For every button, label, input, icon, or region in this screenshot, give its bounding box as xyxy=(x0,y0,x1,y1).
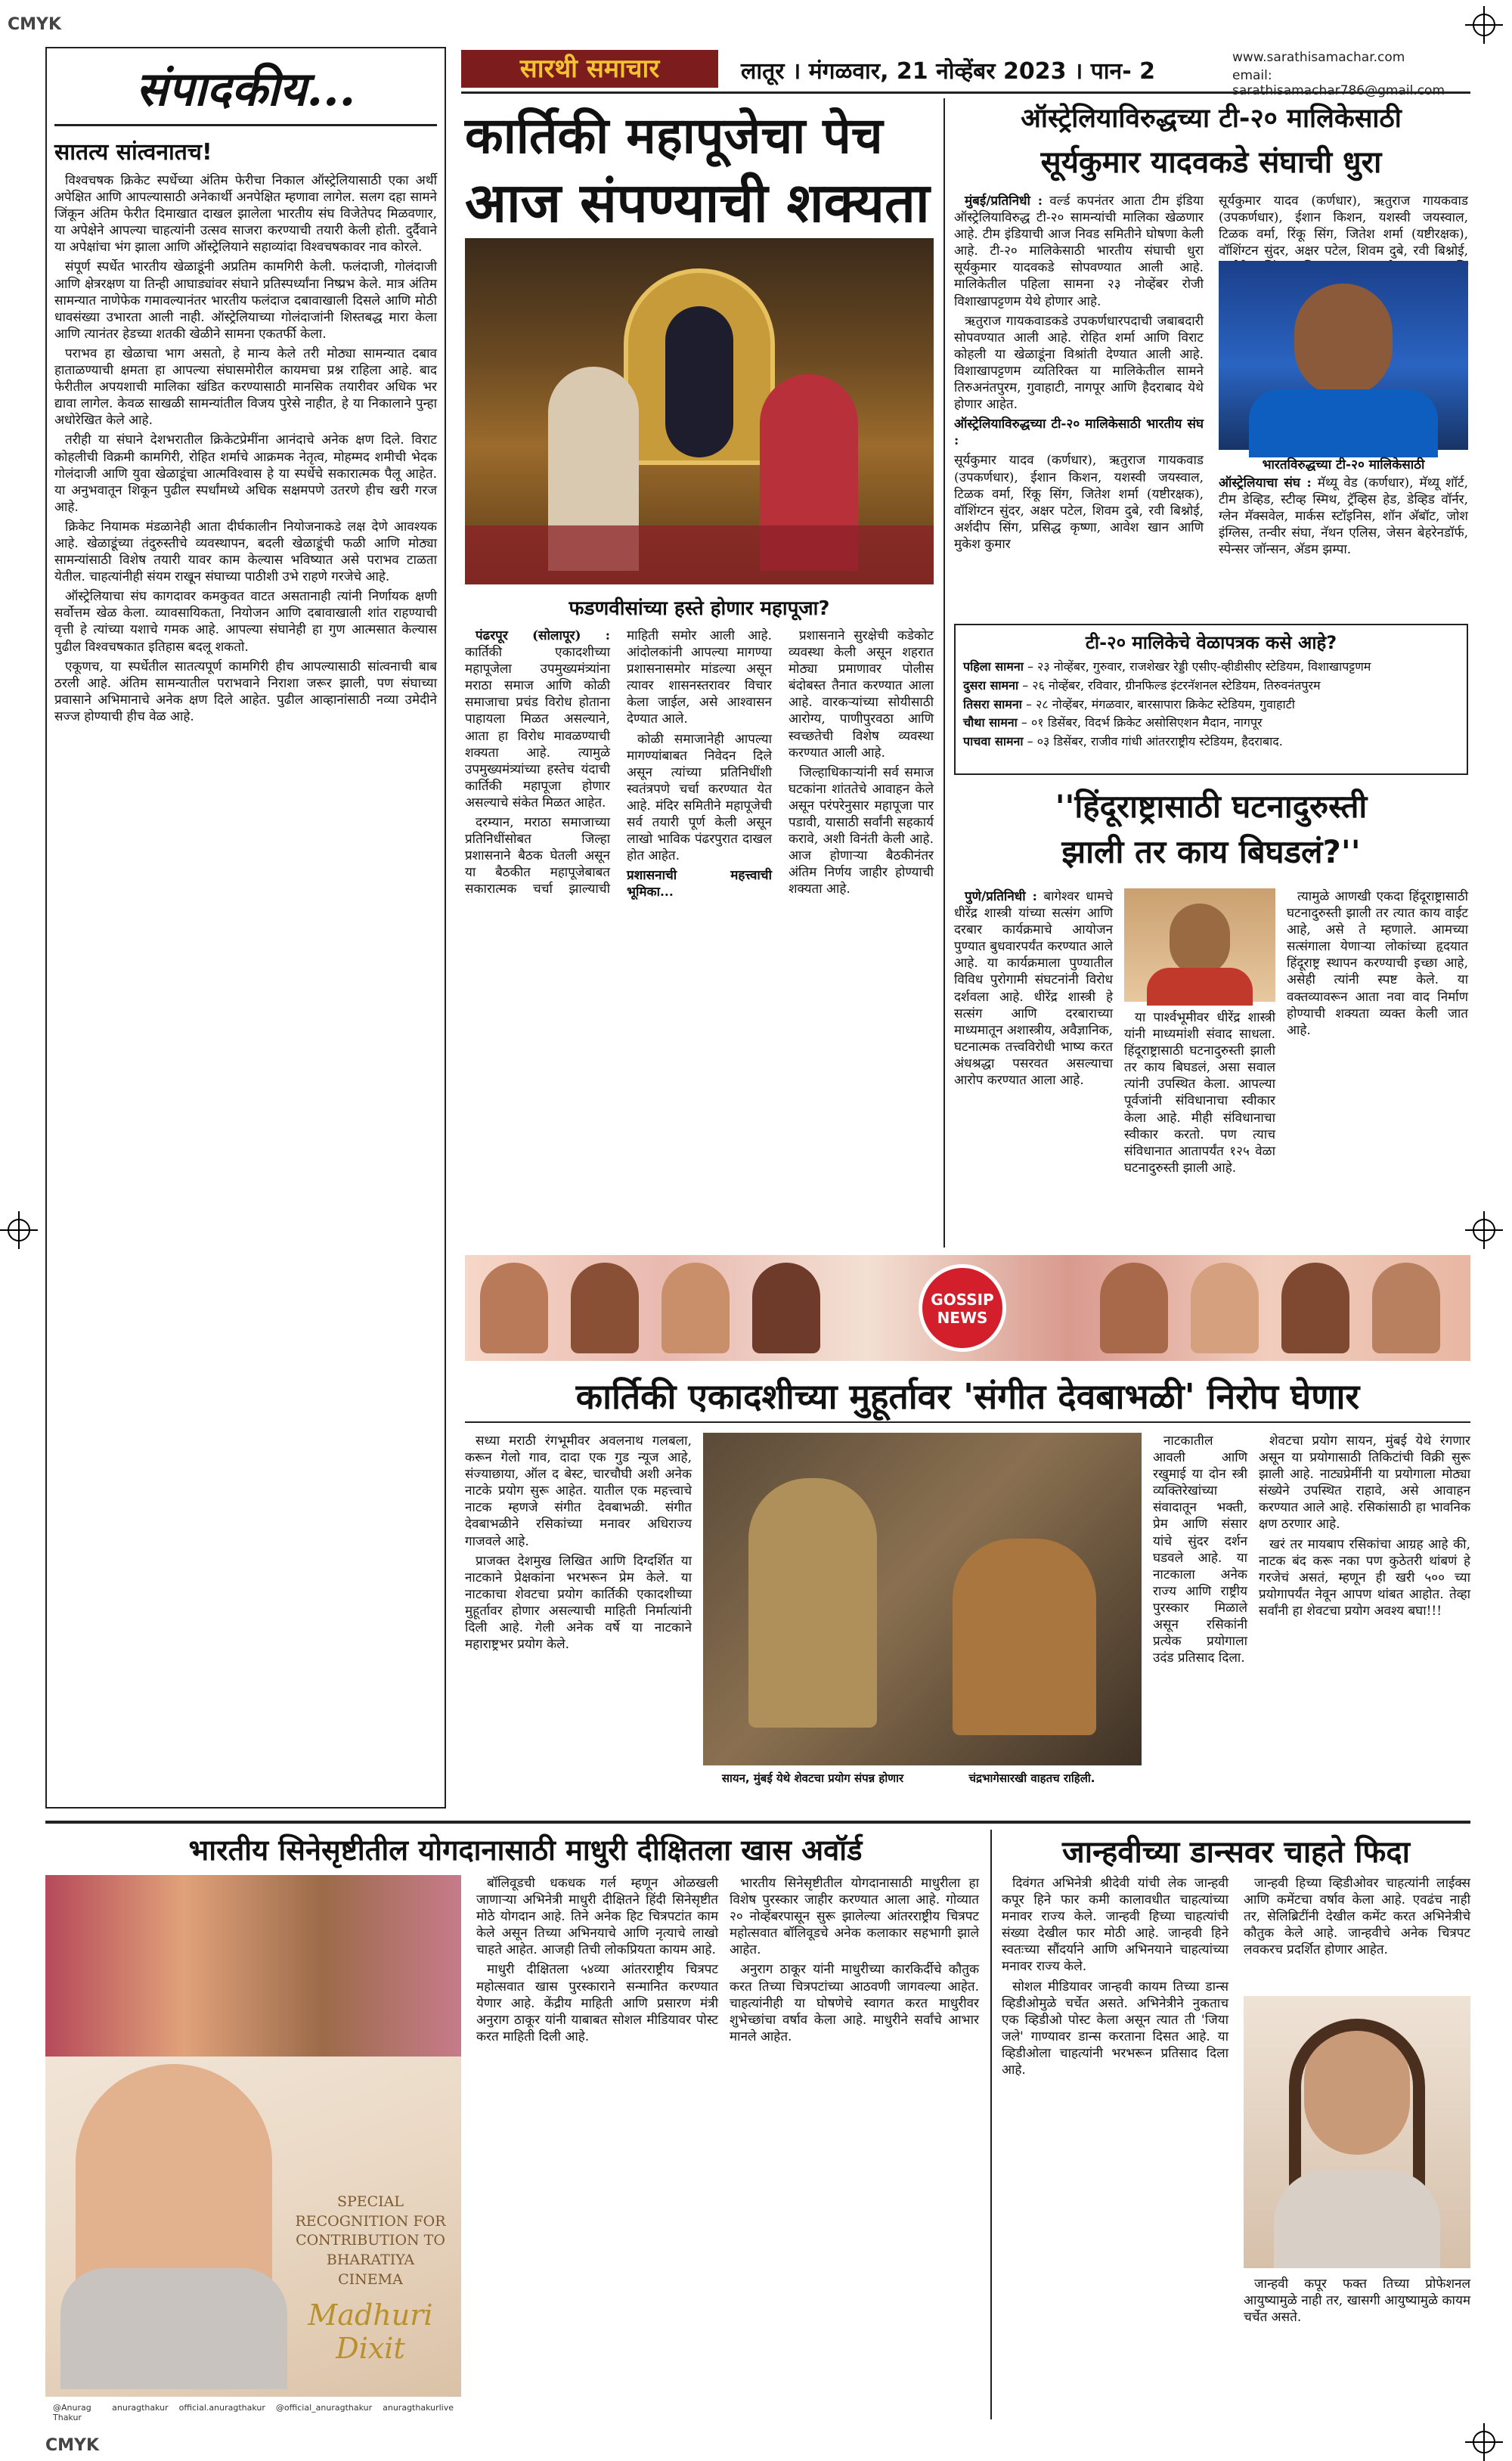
schedule-row xyxy=(963,696,1459,714)
editorial-paragraph: एकूणच, या स्पर्धेतील सातत्यपूर्ण कामगिरी हीच आपल्यासाठी सांत्वनाची बाब ठरली आहे. अंतिम सामन्यातील पराभवाने निराशा जरूर झाली, पण संघाच्या प्रवासाने अभिमानाचे अनेक क्षण दिले आहेत. पुढील आव्हानांसाठी नव्या उमेदीने सज्ज होण्याची हीच वेळ आहे. xyxy=(54,659,437,724)
lead-paragraph: कोळी समाजानेही आपल्या मागण्यांबाबत निवेदन दिले असून त्यांच्या प्रतिनिधींशी स्वतंत्रपणे चर्चा करण्यात येत आहे. मंदिर समितीने महापूजेची सर्व तयारी पूर्ण केली असून लाखो भाविक पंढरपुरात दाखल होत आहेत. xyxy=(627,731,772,864)
crop-mark-icon xyxy=(1473,14,1495,36)
aus-squad: मॅथ्यू वेड (कर्णधार), मॅथ्यू शॉर्ट, टीम डेव्हिड, स्टीव्ह स्मिथ, ट्रॅव्हिस हेड, डेव्हिड वॉर्नर, ग्लेन मॅक्सवेल, मार्कस स्टॉइनिस, शॉन अ‍ॅबॉट, जोश इंग्लिस, तन्वीर संघा, नॅथन एलिस, जेसन बेहरेनडॉर्फ, स्पेन्सर जॉन्सन, अ‍ॅडम झम्पा. xyxy=(1219,476,1468,558)
hindu-rashtra-headline-2: झाली तर काय बिघडलं?'' xyxy=(1061,833,1361,870)
cricket-body-left xyxy=(954,193,1204,616)
theatre-body-middle xyxy=(1153,1433,1247,1811)
section-divider xyxy=(465,1421,1470,1423)
cricket-squad: सूर्यकुमार यादव (कर्णधार), ऋतुराज गायकवाड (उपकर्णधार), ईशान किशन, यशस्वी जयस्वाल, टिळक वर्मा, रिंकू सिंग, जितेश शर्मा (यष्टीरक्षक), वॉशिंग्टन सुंदर, अक्षर पटेल, शिवम दुबे, रवी बिश्नोई, अर्शदीप सिंग, प्रसिद्ध कृष्णा, आवेश खान आणि मुकेश कुमार xyxy=(954,453,1204,552)
gossip-badge-line2: NEWS xyxy=(937,1309,988,1327)
mahapuja-photo xyxy=(465,238,934,584)
section-divider xyxy=(45,1821,1470,1824)
hindu-rashtra-body-middle xyxy=(1124,1009,1275,1244)
social-handle: anuragthakurlive xyxy=(383,2403,454,2413)
cricket-paragraph: ऋतुराज गायकवाडकडे उपकर्णधारपदाची जबाबदारी सोपवण्यात आली आहे. रोहित शर्मा आणि विराट कोहली या खेळाडूंना विश्रांती देण्यात आली आहे. विशाखापट्टणम व्यतिरिक्त या मालिकेतील सामने तिरुअनंतपुरम, गुवाहाटी, नागपूर आणि हैदराबाद येथे होणार आहेत. xyxy=(954,313,1204,413)
janhvi-photo-caption xyxy=(1244,2276,1470,2419)
schedule-row-label: दुसरा सामना xyxy=(963,677,1019,693)
hindu-rashtra-body-right xyxy=(1287,888,1468,1244)
masthead-brand: सारथी समाचार xyxy=(461,50,718,88)
gossip-badge-line1: GOSSIP xyxy=(931,1291,994,1309)
schedule-row xyxy=(963,677,1459,696)
hindu-rashtra-headline-1: ''हिंदूराष्ट्रासाठी घटनादुरुस्ती xyxy=(1055,788,1368,825)
janhvi-headline: जान्हवीच्या डान्सवर चाहते फिदा xyxy=(1062,1835,1410,1870)
editorial-paragraph: तरीही या संघाने देशभरातील क्रिकेटप्रेमींना आनंदाचे अनेक क्षण दिले. विराट कोहलीची विक्रमी कामगिरी, रोहित शर्माचे आक्रमक नेतृत्व, मोहम्मद शमीची भेदक गोलंदाजी आणि युवा खेळाडूंचा आत्मविश्वास हे या स्पर्धेचे सकारात्मक पैलू आहेत. या अनुभवातून शिकून पुढील स्पर्धांमध्ये अधिक सक्षमपणे उतरणे हीच खरी गरज आहे. xyxy=(54,432,437,515)
hindu-rashtra-body-left xyxy=(954,888,1113,1244)
cricket-photo-caption: भारतविरुद्धच्या टी-२० मालिकेसाठी xyxy=(1262,457,1425,473)
editorial-paragraph: संपूर्ण स्पर्धेत भारतीय खेळाडूंनी अप्रतिम कामगिरी केली. फलंदाजी, गोलंदाजी आणि क्षेत्ररक्षण या तिन्ही आघाड्यांवर संघाने प्रतिस्पर्ध्यांना निष्प्रभ केले. मात्र अंतिम सामन्यात नाणेफेक गमावल्यानंतर भारतीय फलंदाज दबावाखाली दिसले आणि मोठी धावसंख्या उभारता आली नाही. ऑस्ट्रेलियाच्या गोलंदाजांनी शिस्तबद्ध मारा केला आणि त्यानंतर हेडच्या शतकी खेळीने सामना एकतर्फी केला. xyxy=(54,259,437,342)
madhuri-paragraph: भारतीय सिनेसृष्टीतील योगदानासाठी माधुरीला हा विशेष पुरस्कार जाहीर करण्यात आला आहे. गोव्यात २० नोव्हेंबरपासून सुरू झालेल्या आंतरराष्ट्रीय चित्रपट महोत्सवात बॉलिवूडचे अनेक कलाकार सहभागी झाले आहेत. xyxy=(730,1876,979,1958)
theatre-paragraph: नाटकातील आवली आणि रखुमाई या दोन स्त्री व्यक्तिरेखांच्या संवादातून भक्ती, प्रेम आणि संसार यांचे सुंदर दर्शन घडवले आहे. या नाटकाला अनेक राज्य आणि राष्ट्रीय पुरस्कार मिळाले असून रसिकांनी प्रत्येक प्रयोगाला उदंड प्रतिसाद दिला. xyxy=(1153,1434,1247,1666)
schedule-row-text: – २३ नोव्हेंबर, गुरुवार, राजशेखर रेड्डी एसीए-व्हीडीसीए स्टेडियम, विशाखापट्टणम xyxy=(1027,659,1371,674)
column-divider xyxy=(990,1830,992,2419)
editorial-headline: सातत्य सांत्वनातच! xyxy=(54,139,212,166)
schedule-row xyxy=(963,658,1459,677)
lead-photo-caption: फडणवीसांच्या हस्ते होणार महापूजा? xyxy=(569,597,830,620)
madhuri-social-handles xyxy=(45,2397,461,2422)
cricket-squad-heading: ऑस्ट्रेलियाविरुद्धच्या टी-२० मालिकेसाठी भारतीय संघ : xyxy=(954,417,1204,449)
lead-paragraph: प्रशासनाने सुरक्षेची कडेकोट व्यवस्था केली असून शहरात मोठ्या प्रमाणावर पोलीस बंदोबस्त तैनात करण्यात आला आहे. वारकऱ्यांच्या सोयीसाठी आरोग्य, पाणीपुरवठा आणि स्वच्छतेची विशेष व्यवस्था करण्यात आली आहे. xyxy=(789,628,934,761)
lead-headline-2: आज संपण्याची शक्यता xyxy=(465,171,930,234)
gossip-news-badge xyxy=(919,1264,1006,1352)
masthead xyxy=(461,47,1470,98)
theatre-body-left xyxy=(465,1433,692,1811)
madhuri-signature: Madhuri Dixit xyxy=(308,2298,433,2365)
madhuri-paragraph: अनुराग ठाकूर यांनी माधुरीच्या कारकिर्दीचे कौतुक करत तिच्या चित्रपटांच्या आठवणी जागवल्या आहेत. चाहत्यांनीही या घोषणेचे स्वागत करत माधुरीवर शुभेच्छांचा वर्षाव केला आहे. माधुरीने सर्वांचे आभार मानले आहेत. xyxy=(730,1962,979,2044)
lead-paragraph: दरम्यान, मराठा समाजाच्या प्रतिनिधींसोबत जिल्हा प्रशासनाने बैठक घेतली असून या बैठकीत महापूजेबाबत सकारात्मक चर्चा झाल्याची माहिती समोर आली आहे. आंदोलकांनी आपल्या मागण्या प्रशासनासमोर मांडल्या असून त्यावर शासनस्तरावर विचार केला जाईल, असे आश्वासन देण्यात आले. xyxy=(465,628,772,897)
theatre-paragraph: प्राजक्त देशमुख लिखित आणि दिग्दर्शित या नाटकाने प्रेक्षकांना भरभरून प्रेम केले. या नाटकाचा शेवटचा प्रयोग कार्तिकी एकादशीच्या मुहूर्तावर होणार असल्याची माहिती निर्मात्यांनी दिली आहे. गेली अनेक वर्षे या नाटकाने महाराष्ट्रभर प्रयोग केले. xyxy=(465,1553,692,1653)
madhuri-paragraph: बॉलिवूडची धकधक गर्ल म्हणून ओळखली जाणाऱ्या अभिनेत्री माधुरी दीक्षितने हिंदी सिनेसृष्टीत मोठे योगदान आहे. तिने अनेक हिट चित्रपटांत काम केले असून तिच्या अभिनयाचे आणि नृत्याचे लाखो चाहते आहेत. आजही तिची लोकप्रियता कायम आहे. xyxy=(476,1876,718,1958)
social-handle: @Anurag Thakur xyxy=(53,2403,91,2422)
madhuri-body-1 xyxy=(476,1875,718,2419)
theatre-photo-caption-right: चंद्रभागेसारखी वाहतच राहिली. xyxy=(968,1771,1095,1785)
janhvi-paragraph: दिवंगत अभिनेत्री श्रीदेवी यांची लेक जान्हवी कपूर हिने फार कमी कालावधीत चाहत्यांच्या मनावर राज्य केले. जान्हवी हिच्या चाहत्यांची संख्या देखील फार मोठी आहे. जान्हवी हिने स्वतःच्या सौंदर्याने आणि अभिनयाने चाहत्यांच्या मनावर राज्य केले. xyxy=(1002,1876,1228,1975)
editorial-paragraph: ऑस्ट्रेलियाचा संघ कागदावर कमकुवत वाटत असतानाही त्यांनी निर्णायक क्षणी सर्वोत्तम खेळ केला. व्यावसायिकता, नियोजन आणि दबावाखाली शांत राहण्याची वृत्ती हे त्यांच्या यशाचे गमक आहे. आपल्या संघानेही हा गुण आत्मसात केल्यास पुढील विश्वचषकात इतिहास बदलू शकतो. xyxy=(54,589,437,655)
madhuri-award-text: SPECIAL RECOGNITION FOR CONTRIBUTION TO BHARATIYA CINEMA xyxy=(295,2193,446,2288)
schedule-row xyxy=(963,733,1459,752)
suryakumar-photo xyxy=(1219,261,1468,450)
editorial-paragraph: क्रिकेट नियामक मंडळानेही आता दीर्घकालीन नियोजनाकडे लक्ष देणे आवश्यक आहे. खेळाडूंच्या तंदुरुस्तीचे व्यवस्थापन, बदली खेळाडूंची फळी आणि मोठ्या सामन्यांसाठी विशेष तयारी यावर काम केल्यास भविष्यात असे पराभव टाळता येतील. चाहत्यांनीही संयम राखून संघाच्या पाठीशी उभे राहणे गरजेचे आहे. xyxy=(54,519,437,585)
lead-paragraph: जिल्हाधिकाऱ्यांनी सर्व समाज घटकांना शांततेचे आवाहन केले असून परंपरेनुसार महापूजा पार पडावी, यासाठी सर्वांनी सहकार्य करावे, अशी विनंती केली आहे. आज होणाऱ्या बैठकीनंतर अंतिम निर्णय जाहीर होण्याची शक्यता आहे. xyxy=(789,764,934,897)
schedule-row-label: तिसरा सामना xyxy=(963,696,1022,711)
cricket-squad-right: सूर्यकुमार यादव (कर्णधार), ऋतुराज गायकवाड (उपकर्णधार), ईशान किशन, यशस्वी जयस्वाल, टिळक वर्मा, रिंकू सिंग, जितेश शर्मा (यष्टीरक्षक), वॉशिंग्टन सुंदर, अक्षर पटेल, शिवम दुबे, रवी बिश्नोई, xyxy=(1219,194,1468,259)
madhuri-body-2 xyxy=(730,1875,979,2419)
social-handle: anuragthakur xyxy=(112,2403,169,2413)
janhvi-photo xyxy=(1244,1996,1470,2268)
cricket-paragraph: वर्ल्ड कपनंतर आता टीम इंडिया ऑस्ट्रेलियाविरुद्ध टी-२० सामन्यांची मालिका खेळणार आहे. टीम इंडियाची आज निवड समितीने घोषणा केली आहे. टी-२० मालिकेसाठी भारतीय संघाची धुरा सूर्यकुमार यादवकडे सोपवण्यात आली आहे. मालिकेतील पहिला सामना २३ नोव्हेंबर रोजी विशाखापट्टणम येथे होणार आहे. xyxy=(954,194,1204,309)
madhuri-award-poster xyxy=(45,1875,461,2422)
theatre-body-right xyxy=(1259,1433,1470,1811)
cricket-headline-1: ऑस्ट्रेलियाविरुद्धच्या टी-२० मालिकेसाठी xyxy=(1021,104,1402,134)
janhvi-body-left xyxy=(1002,1875,1228,2419)
crop-mark-icon xyxy=(8,1219,30,1241)
masthead-website[interactable]: www.sarathisamachar.com xyxy=(1232,50,1405,65)
crop-mark-icon xyxy=(1473,1219,1495,1241)
editorial-body xyxy=(54,172,437,1805)
theatre-headline: कार्तिकी एकादशीच्या मुहूर्तावर 'संगीत देवबाभळी' निरोप घेणार xyxy=(575,1376,1360,1417)
dhirendra-shastri-photo xyxy=(1124,888,1275,1002)
janhvi-paragraph: सोशल मीडियावर जान्हवी कायम तिच्या डान्स व्हिडीओमुळे चर्चेत असते. अभिनेत्रीने नुकताच एक व्हिडीओ पोस्ट केला असून त्यात ती 'जिया जले' गाण्यावर डान्स करताना दिसत आहे. या व्हिडीओला चाहत्यांनी भरभरून प्रतिसाद दिला आहे. xyxy=(1002,1979,1228,2078)
cricket-headline-2: सूर्यकुमार यादवकडे संघाची धुरा xyxy=(1040,145,1382,180)
lead-paragraph: कार्तिकी एकादशीच्या महापूजेला उपमुख्यमंत्र्यांना मराठा समाज आणि कोळी समाजाचा प्रचंड विरोध होताना पाहायला मिळत असल्याने, आता हा विरोध मावळण्याची शक्यता आहे. त्यामुळे उपमुख्यमंत्र्यांच्या हस्तेच यंदाची कार्तिकी महापूजा होणार असल्याचे संकेत मिळत आहेत. xyxy=(465,645,610,811)
editorial-title: संपादकीय... xyxy=(54,56,437,126)
hindu-rashtra-paragraph: बागेश्वर धामचे धीरेंद्र शास्त्री यांच्या सत्संग आणि दरबार कार्यक्रमाचे आयोजन पुण्यात बुधवारपर्यंत करण्यात आले आहे. या कार्यक्रमाला पुण्यातील विविध पुरोगामी संघटनांनी विरोध दर्शवला आहे. धीरेंद्र शास्त्री हे सत्संग आणि दरबाराच्या माध्यमातून अशास्त्रीय, अवैज्ञानिक, घटनात्मक तत्त्वविरोधी भाष्य करत अंधश्रद्धा पसरवत असल्याचा आरोप करण्यात आला आहे. xyxy=(954,889,1113,1089)
lead-dateline: पंढरपूर (सोलापूर) : xyxy=(476,628,610,643)
hindu-rashtra-paragraph: या पार्श्वभूमीवर धीरेंद्र शास्त्री यांनी माध्यमांशी संवाद साधला. हिंदूराष्ट्रासाठी घटनादुरुस्ती झाली तर काय बिघडलं, असा सवाल त्यांनी उपस्थित केला. आपल्या पूर्वजांनी संविधानाचा स्वीकार केला आहे. मीही संविधानाचा स्वीकार करतो. पण त्याच संविधानात आतापर्यंत १२५ वेळा घटनादुरुस्ती झाली आहे. xyxy=(1124,1010,1275,1176)
theatre-photo-caption-left: सायन, मुंबई येथे शेवटचा प्रयोग संपन्न होणार xyxy=(721,1771,904,1785)
schedule-row-label: पहिला सामना xyxy=(963,659,1024,674)
cmyk-mark-top: CMYK xyxy=(8,15,62,34)
editorial-section xyxy=(45,47,446,1809)
social-handle: official.anuragthakur xyxy=(178,2403,265,2413)
editorial-paragraph: विश्वचषक क्रिकेट स्पर्धेच्या अंतिम फेरीचा निकाल ऑस्ट्रेलियासाठी एका अर्थी अपेक्षित आणि आपल्यासाठी अनेकार्थी अनपेक्षित म्हणावा लागेल. सलग दहा सामने जिंकून अंतिम फेरीत दिमाखात दाखल झालेला भारतीय संघ विजेतेपद मिळवणार, या अपेक्षेने आपल्या चाहत्यांनी उत्सव साजरा करण्याची तयारी केली होती. दुर्दैवाने या अपेक्षांचा भंग झाला आणि ऑस्ट्रेलियाने सहाव्यांदा विश्वचषकावर नाव कोरले. xyxy=(54,173,437,256)
masthead-dateline: लातूर । मंगळवार, 21 नोव्हेंबर 2023 । पान- 2 xyxy=(741,58,1155,85)
cricket-squad-continued xyxy=(1219,193,1468,259)
social-handle: @official_anuragthakur xyxy=(275,2403,373,2413)
lead-subhead: प्रशासनाची महत्त्वाची भूमिका... xyxy=(627,868,772,900)
hindu-rashtra-paragraph: त्यामुळे आणखी एकदा हिंदूराष्ट्रासाठी घटनादुरुस्ती झाली तर त्यात काय वाईट आहे, असे ते म्हणाले. आमच्या सत्संगाला येणाऱ्या लोकांच्या हृदयात हिंदूराष्ट्र स्थापन करण्याची इच्छा आहे, असेही त्यांनी स्पष्ट केले. या वक्तव्यावरून आता नवा वाद निर्माण होण्याची शक्यता व्यक्त केली जात आहे. xyxy=(1287,889,1468,1038)
cmyk-mark-bottom: CMYK xyxy=(45,2436,100,2455)
schedule-row-label: चौथा सामना xyxy=(963,715,1018,730)
lead-headline-1: कार्तिकी महापूजेचा पेच xyxy=(465,107,883,165)
schedule-box xyxy=(954,624,1468,775)
masthead-email[interactable]: email: sarathisamachar786@gmail.com xyxy=(1232,68,1445,98)
madhuri-paragraph: माधुरी दीक्षितला ५४व्या आंतरराष्ट्रीय चित्रपट महोत्सवात खास पुरस्काराने सन्मानित करण्यात येणार आहे. केंद्रीय माहिती आणि प्रसारण मंत्री अनुराग ठाकूर यांनी याबाबत सोशल मीडियावर पोस्ट करत माहिती दिली आहे. xyxy=(476,1962,718,2044)
theatre-paragraph: सध्या मराठी रंगभूमीवर अवलनाथ गलबला, करून गेलो गाव, दादा एक गुड न्यूज आहे, संज्याछाया, ऑल द बेस्ट, चारचौघी अशी अनेक नाटके प्रयोग सुरू आहेत. यातील एक महत्त्वाचे नाटक म्हणजे संगीत देवबाभळी. संगीत देवबाभळीने रसिकांच्या मनावर अधिराज्य गाजवले आहे. xyxy=(465,1434,692,1549)
schedule-row-text: – ०१ डिसेंबर, विदर्भ क्रिकेट असोसिएशन मैदान, नागपूर xyxy=(1021,715,1263,730)
gossip-strip xyxy=(465,1255,1470,1361)
schedule-row-text: – २८ नोव्हेंबर, मंगळवार, बारसापारा क्रिकेट स्टेडियम, गुवाहाटी xyxy=(1025,696,1295,711)
devbabhali-photo xyxy=(703,1433,1142,1765)
aus-squad-heading: ऑस्ट्रेलियाचा संघ : xyxy=(1219,476,1312,491)
schedule-row xyxy=(963,714,1459,733)
hindu-rashtra-dateline: पुणे/प्रतिनिधी : xyxy=(965,889,1037,904)
schedule-title: टी-२० मालिकेचे वेळापत्रक कसे आहे? xyxy=(1085,632,1337,653)
theatre-paragraph: शेवटचा प्रयोग सायन, मुंबई येथे रंगणार असून या प्रयोगासाठी तिकिटांची विक्री सुरू झाली आहे. नाट्यप्रेमींनी या प्रयोगाला मोठ्या संख्येने उपस्थित राहावे, असे आवाहन करण्यात आले आहे. रसिकांसाठी हा भावनिक क्षण ठरणार आहे. xyxy=(1259,1434,1470,1533)
schedule-row-text: – २६ नोव्हेंबर, रविवार, ग्रीनफिल्ड इंटरनॅशनल स्टेडियम, तिरुवनंतपुरम xyxy=(1022,677,1321,693)
cricket-dateline: मुंबई/प्रतिनिधी : xyxy=(965,194,1043,209)
schedule-row-label: पाचवा सामना xyxy=(963,734,1024,749)
theatre-paragraph: खरं तर मायबाप रसिकांचा आग्रह आहे की, नाटक बंद करू नका पण कुठेतरी थांबणं हे गरजेचं असतं, म्हणून ही खरी ५०० च्या प्रयोगापर्यंत नेवून आपण थांबत आहोत. तेव्हा सर्वांनी हा शेवटचा प्रयोग अवश्य बघा!!! xyxy=(1259,1536,1470,1619)
lead-body xyxy=(465,628,934,1248)
schedule-row-text: – ०३ डिसेंबर, राजीव गांधी आंतरराष्ट्रीय स्टेडियम, हैदराबाद. xyxy=(1027,734,1283,749)
column-divider xyxy=(943,98,945,1248)
janhvi-paragraph: जान्हवी हिच्या व्हिडीओवर चाहत्यांनी लाईक्स आणि कमेंटचा वर्षाव केला आहे. एवढंच नाही तर, सेलिब्रिटींनी देखील कमेंट करत अभिनेत्रीचे कौतुक केले आहे. जान्हवीचे अनेक चित्रपट लवकरच प्रदर्शित होणार आहेत. xyxy=(1244,1876,1470,1958)
madhuri-headline: भारतीय सिनेसृष्टीतील योगदानासाठी माधुरी दीक्षितला खास अवॉर्ड xyxy=(188,1833,863,1867)
janhvi-body-right xyxy=(1244,1875,1470,1988)
aus-squad-block xyxy=(1219,475,1468,618)
crop-mark-icon xyxy=(1473,2431,1495,2453)
janhvi-caption-text: जान्हवी कपूर फक्त तिच्या प्रोफेशनल आयुष्यामुळे नाही तर, खासगी आयुष्यामुळे कायम चर्चेत असते. xyxy=(1244,2277,1470,2326)
editorial-paragraph: पराभव हा खेळाचा भाग असतो, हे मान्य केले तरी मोठ्या सामन्यात दबाव हाताळण्याची क्षमता हा आपल्या संघासमोरील कायमचा प्रश्न राहिला आहे. बाद फेरीतील अपयशाची मालिका खंडित करण्यासाठी मानसिक तयारीवर अधिक भर द्यावा लागेल. केवळ साखळी सामन्यांतील विजय पुरेसे नाहीत, हे या निकालाने पुन्हा अधोरेखित केले आहे. xyxy=(54,346,437,429)
